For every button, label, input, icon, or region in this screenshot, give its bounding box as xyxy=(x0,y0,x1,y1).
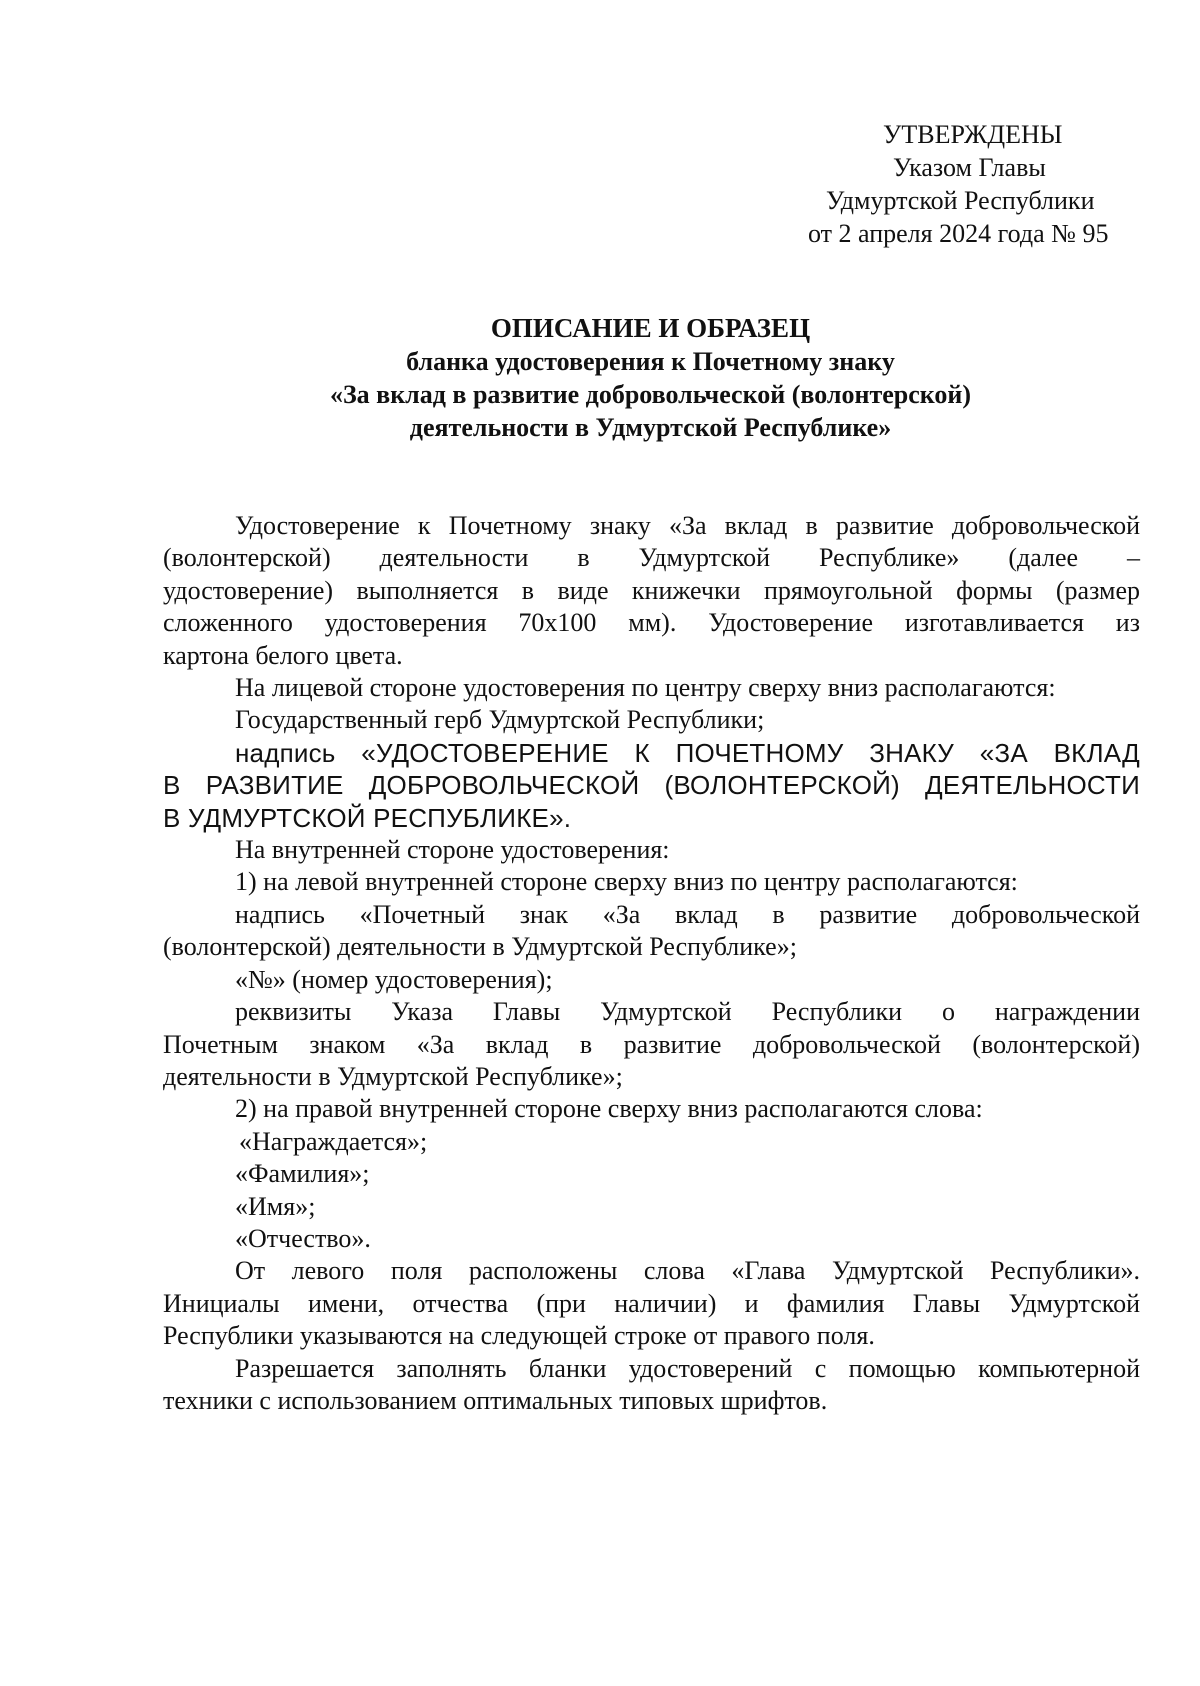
paragraph-filling-rules xyxy=(163,1353,1140,1418)
paragraph-inscription-badge xyxy=(163,899,1140,964)
text-line: Инициалы имени, отчества (при наличии) и фамилия Главы Удмуртской xyxy=(163,1288,1140,1318)
word-name: «Имя»; xyxy=(235,1191,316,1221)
paragraph-inner-side: На внутренней стороне удостоверения: xyxy=(235,835,670,865)
text-line: (волонтерской) деятельности в Удмуртской Республике»; xyxy=(163,932,797,962)
paragraph-decree-details xyxy=(163,996,1140,1093)
text-line: (волонтерской) деятельности в Удмуртской Республике» (далее – xyxy=(163,543,1140,573)
text-line: надпись «УДОСТОВЕРЕНИЕ К ПОЧЕТНОМУ ЗНАКУ «ЗА ВКЛАД xyxy=(235,737,1140,768)
title-subtitle-3: деятельности в Удмуртской Республике» xyxy=(409,413,892,442)
paragraph-left-inner: 1) на левой внутренней стороне сверху вниз по центру располагаются: xyxy=(235,867,1018,897)
text-line: сложенного удостоверения 70x100 мм). Удостоверение изготавливается из xyxy=(163,608,1140,638)
text-line: Республики указываются на следующей строке от правого поля. xyxy=(163,1321,875,1351)
document-title xyxy=(163,312,1138,444)
approval-republic-line: Удмуртской Республики xyxy=(826,186,1095,215)
title-subtitle-1: бланка удостоверения к Почетному знаку xyxy=(406,347,895,376)
word-patronymic: «Отчество». xyxy=(235,1223,371,1253)
approval-decree-line: Указом Главы xyxy=(893,153,1046,182)
text-line: В УДМУРТСКОЙ РЕСПУБЛИКЕ». xyxy=(163,802,572,833)
paragraph-head-signature xyxy=(163,1255,1140,1352)
approval-stamp xyxy=(760,118,1150,250)
title-main: ОПИСАНИЕ И ОБРАЗЕЦ xyxy=(490,313,811,343)
text-line: Удостоверение к Почетному знаку «За вклад в развитие добровольческой xyxy=(235,511,1140,540)
text-line: удостоверение) выполняется в виде книжечки прямоугольной формы (размер xyxy=(163,575,1140,605)
word-surname: «Фамилия»; xyxy=(235,1159,370,1189)
document-body xyxy=(163,510,1140,1417)
paragraph-right-inner: 2) на правой внутренней стороне сверху вниз располагаются слова: xyxy=(235,1094,983,1124)
paragraph-front-side: На лицевой стороне удостоверения по центру сверху вниз располагаются: xyxy=(235,673,1056,703)
word-awarded: «Награждается»; xyxy=(239,1126,428,1156)
text-line: деятельности в Удмуртской Республике»; xyxy=(163,1061,623,1091)
text-line: От левого поля расположены слова «Глава Удмуртской Республики». xyxy=(235,1256,1140,1286)
paragraph-description xyxy=(163,510,1140,672)
paragraph-number: «№» (номер удостоверения); xyxy=(235,964,553,994)
paragraph-coat-of-arms: Государственный герб Удмуртской Республики; xyxy=(235,705,765,735)
text-line: Разрешается заполнять бланки удостоверений с помощью компьютерной xyxy=(235,1353,1140,1383)
text-line: надпись «Почетный знак «За вклад в развитие добровольческой xyxy=(235,899,1140,929)
title-subtitle-2: «За вклад в развитие добровольческой (волонтерской) xyxy=(329,380,972,409)
text-line: реквизиты Указа Главы Удмуртской Республики о награждении xyxy=(235,997,1140,1027)
approval-heading: УТВЕРЖДЕНЫ xyxy=(883,120,1063,149)
paragraph-inscription-caps xyxy=(163,737,1140,834)
text-line: техники с использованием оптимальных типовых шрифтов. xyxy=(163,1385,828,1415)
text-line: Почетным знаком «За вклад в развитие добровольческой (волонтерской) xyxy=(163,1029,1140,1059)
text-line: картона белого цвета. xyxy=(163,640,403,670)
text-line: В РАЗВИТИЕ ДОБРОВОЛЬЧЕСКОЙ (ВОЛОНТЕРСКОЙ) ДЕЯТЕЛЬНОСТИ xyxy=(163,770,1140,801)
approval-date-number: от 2 апреля 2024 года № 95 xyxy=(808,219,1109,248)
